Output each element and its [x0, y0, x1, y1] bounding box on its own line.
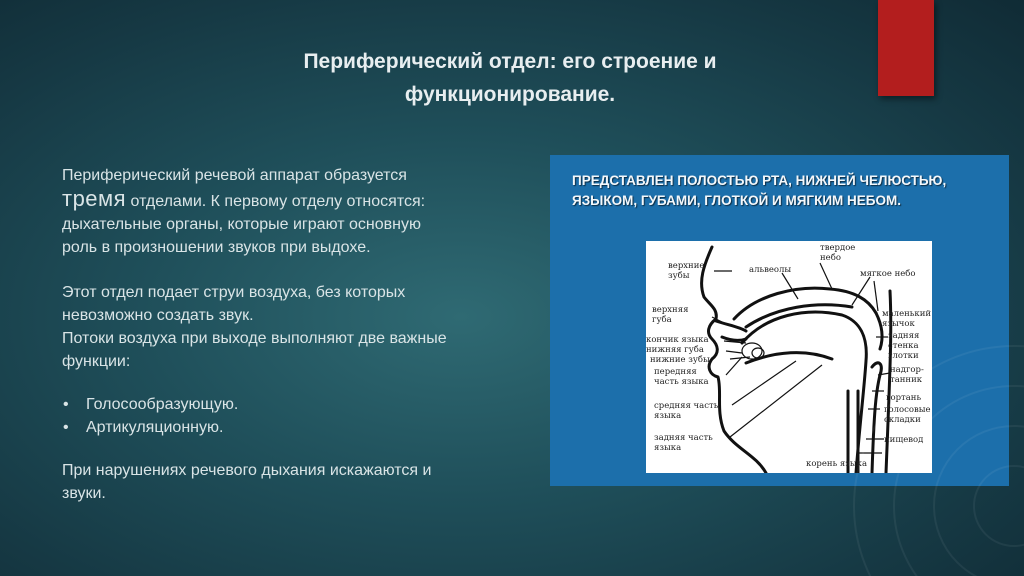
- label-mid-tongue: средняя часть языка: [654, 401, 719, 421]
- title-line-1: Периферический отдел: его строение и: [303, 50, 717, 73]
- caption-line-2: ЯЗЫКОМ, ГУБАМИ, ГЛОТКОЙ И МЯГКИМ НЕБОМ.: [572, 193, 901, 208]
- label-upper-lip: верхняя губа: [652, 305, 689, 325]
- label-pharynx-wall: задняя стенка глотки: [888, 331, 920, 361]
- label-larynx: гортань: [886, 393, 922, 403]
- label-alveoli: альвеолы: [749, 265, 792, 275]
- p2-line-1: Этот отдел подает струи воздуха, без которых: [62, 284, 406, 301]
- title-line-2: функционирование.: [404, 83, 616, 106]
- label-back-tongue: задняя часть языка: [654, 433, 713, 453]
- label-upper-teeth: верхние зубы: [668, 261, 705, 281]
- p4-line-1: При нарушениях речевого дыхания искажаются и: [62, 462, 432, 479]
- paragraph-4: [62, 459, 552, 505]
- p3-line-2: функции:: [62, 353, 131, 370]
- list-item: • Голосообразующую.: [62, 393, 552, 416]
- slide-title: [150, 45, 870, 111]
- functions-list: [62, 393, 552, 439]
- caption-line-1: ПРЕДСТАВЛЕН ПОЛОСТЬЮ РТА, НИЖНЕЙ ЧЕЛЮСТЬЮ,: [572, 173, 947, 188]
- p1-line-3: дыхательные органы, которые играют основную: [62, 216, 421, 233]
- body-text: [62, 164, 552, 505]
- panel-caption: [572, 171, 1002, 211]
- list-item: • Артикуляционную.: [62, 416, 552, 439]
- label-hard-palate: твердое небо: [820, 243, 856, 263]
- p1-line-2-rest: отделами. К первому отделу относятся:: [126, 193, 426, 210]
- label-tongue-root: корень языка: [806, 459, 868, 469]
- label-uvula: маленький язычок: [882, 309, 932, 329]
- decorative-ripples: [764, 276, 1024, 576]
- label-epiglottis: надгор- танник: [890, 365, 924, 385]
- p1-line-4: роль в произношении звуков при выдохе.: [62, 239, 371, 256]
- p2-line-2: невозможно создать звук.: [62, 307, 254, 324]
- accent-bar: [878, 0, 934, 96]
- p1-emphasis-word: тремя: [62, 186, 127, 211]
- paragraph-3: [62, 327, 552, 373]
- label-lower-teeth: нижние зубы: [650, 355, 710, 365]
- label-soft-palate: мягкое небо: [860, 269, 916, 279]
- p3-line-1: Потоки воздуха при выходе выполняют две важные: [62, 330, 447, 347]
- label-lower-lip: нижняя губа: [646, 345, 704, 355]
- paragraph-1: [62, 164, 552, 259]
- paragraph-2: [62, 281, 552, 327]
- label-esophagus: пищевод: [884, 435, 924, 445]
- p1-line-1: Периферический речевой аппарат образуется: [62, 167, 407, 184]
- label-front-tongue: передняя часть языка: [654, 367, 709, 387]
- label-vocal-folds: голосовые складки: [884, 405, 931, 425]
- label-tongue-tip: кончик языка: [646, 335, 709, 345]
- p4-line-2: звуки.: [62, 485, 106, 502]
